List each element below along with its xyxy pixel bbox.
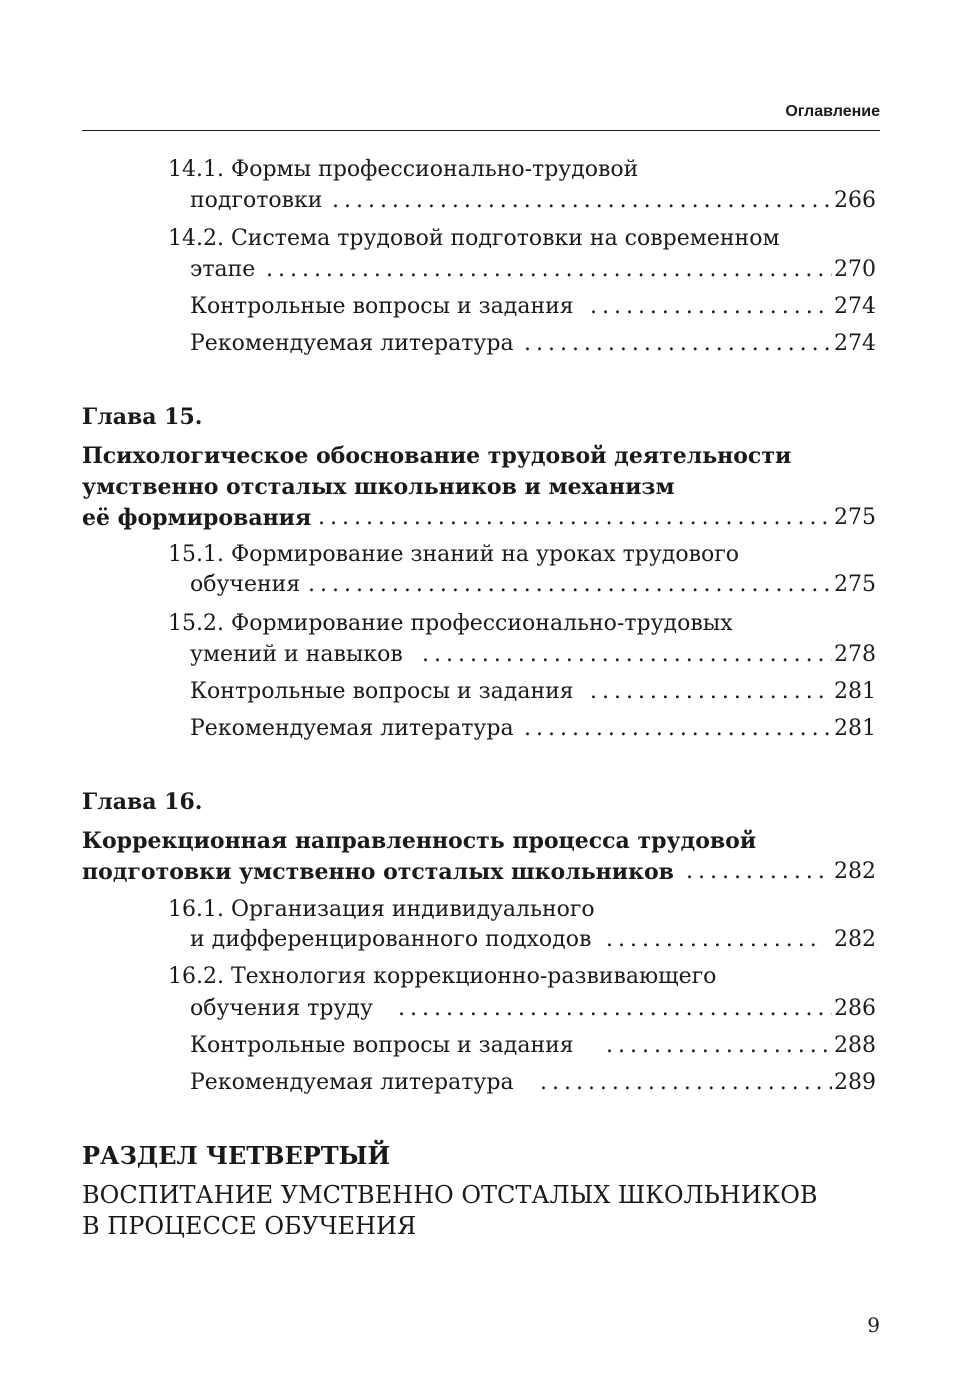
toc-entry-text: Рекомендуемая литература bbox=[190, 331, 514, 356]
toc-page-number: 266 bbox=[834, 188, 876, 213]
toc-entry-text: 14.2. Система трудовой подготовки на современном bbox=[168, 226, 780, 251]
toc-page-number: 278 bbox=[834, 642, 876, 667]
dot-leader bbox=[398, 994, 832, 1024]
dot-leader bbox=[524, 329, 832, 359]
section-heading-text: РАЗДЕЛ ЧЕТВЕРТЫЙ bbox=[82, 1141, 391, 1170]
toc-page-number: 281 bbox=[834, 679, 876, 704]
toc-entry-text: обучения bbox=[190, 572, 301, 597]
toc-entry-text: и дифференцированного подходов bbox=[190, 927, 592, 952]
dot-leader bbox=[266, 255, 832, 285]
toc-entry-text: Контрольные вопросы и задания bbox=[190, 679, 574, 704]
toc-page-number: 288 bbox=[834, 1033, 876, 1058]
toc-entry-text: Рекомендуемая литература bbox=[190, 716, 514, 741]
chapter-title-text: Коррекционная направленность процесса трудовой bbox=[82, 828, 757, 854]
toc-entry-text: 16.2. Технология коррекционно-развивающего bbox=[168, 964, 717, 989]
section-title-text: ВОСПИТАНИЕ УМСТВЕННО ОТСТАЛЫХ ШКОЛЬНИКОВ bbox=[82, 1181, 818, 1209]
toc-entry-text: Контрольные вопросы и задания bbox=[190, 1033, 574, 1058]
chapter-title-text: подготовки умственно отсталых школьников bbox=[82, 859, 674, 885]
toc-page-number: 275 bbox=[834, 572, 876, 597]
chapter-title-text: её формирования bbox=[82, 505, 312, 531]
toc-entry-text: этапе bbox=[190, 257, 256, 282]
dot-leader bbox=[540, 1068, 832, 1098]
toc-page-number: 275 bbox=[834, 505, 876, 530]
toc-page-number: 282 bbox=[834, 927, 876, 952]
toc-page-number: 286 bbox=[834, 996, 876, 1021]
toc-entry-text: Рекомендуемая литература bbox=[190, 1070, 514, 1095]
page-number: 9 bbox=[867, 1313, 880, 1337]
toc-page-number: 289 bbox=[834, 1070, 876, 1095]
toc-entry-text: умений и навыков bbox=[190, 642, 403, 667]
dot-leader bbox=[590, 677, 832, 707]
dot-leader bbox=[524, 714, 832, 744]
toc-page-number: 282 bbox=[834, 859, 876, 884]
toc-page-number: 274 bbox=[834, 331, 876, 356]
running-header-title: Оглавление bbox=[785, 103, 880, 120]
chapter-title-text: Психологическое обоснование трудовой деятельности bbox=[82, 443, 792, 469]
dot-leader bbox=[308, 570, 832, 600]
dot-leader bbox=[686, 857, 832, 887]
chapter-heading-text: Глава 15. bbox=[82, 404, 203, 430]
toc-entry-text: Контрольные вопросы и задания bbox=[190, 294, 574, 319]
toc-entry-text: 16.1. Организация индивидуального bbox=[168, 897, 595, 922]
toc-entry-text: 14.1. Формы профессионально-трудовой bbox=[168, 157, 639, 182]
toc-entry-text: обучения труду bbox=[190, 996, 373, 1021]
chapter-title-text: умственно отсталых школьников и механизм bbox=[82, 474, 675, 500]
dot-leader bbox=[332, 186, 832, 216]
dot-leader bbox=[590, 292, 832, 322]
toc-entry-text: 15.1. Формирование знаний на уроках трудового bbox=[168, 542, 739, 567]
dot-leader bbox=[606, 1031, 832, 1061]
toc-entry-text: 15.2. Формирование профессионально-трудовых bbox=[168, 611, 733, 636]
dot-leader bbox=[422, 640, 832, 670]
toc-page-number: 270 bbox=[834, 257, 876, 282]
section-title-text: В ПРОЦЕССЕ ОБУЧЕНИЯ bbox=[82, 1212, 417, 1240]
toc-entry-text: подготовки bbox=[190, 188, 323, 213]
dot-leader bbox=[606, 925, 824, 955]
toc-page-number: 274 bbox=[834, 294, 876, 319]
toc-page-number: 281 bbox=[834, 716, 876, 741]
chapter-heading-text: Глава 16. bbox=[82, 789, 203, 815]
dot-leader bbox=[318, 503, 832, 533]
